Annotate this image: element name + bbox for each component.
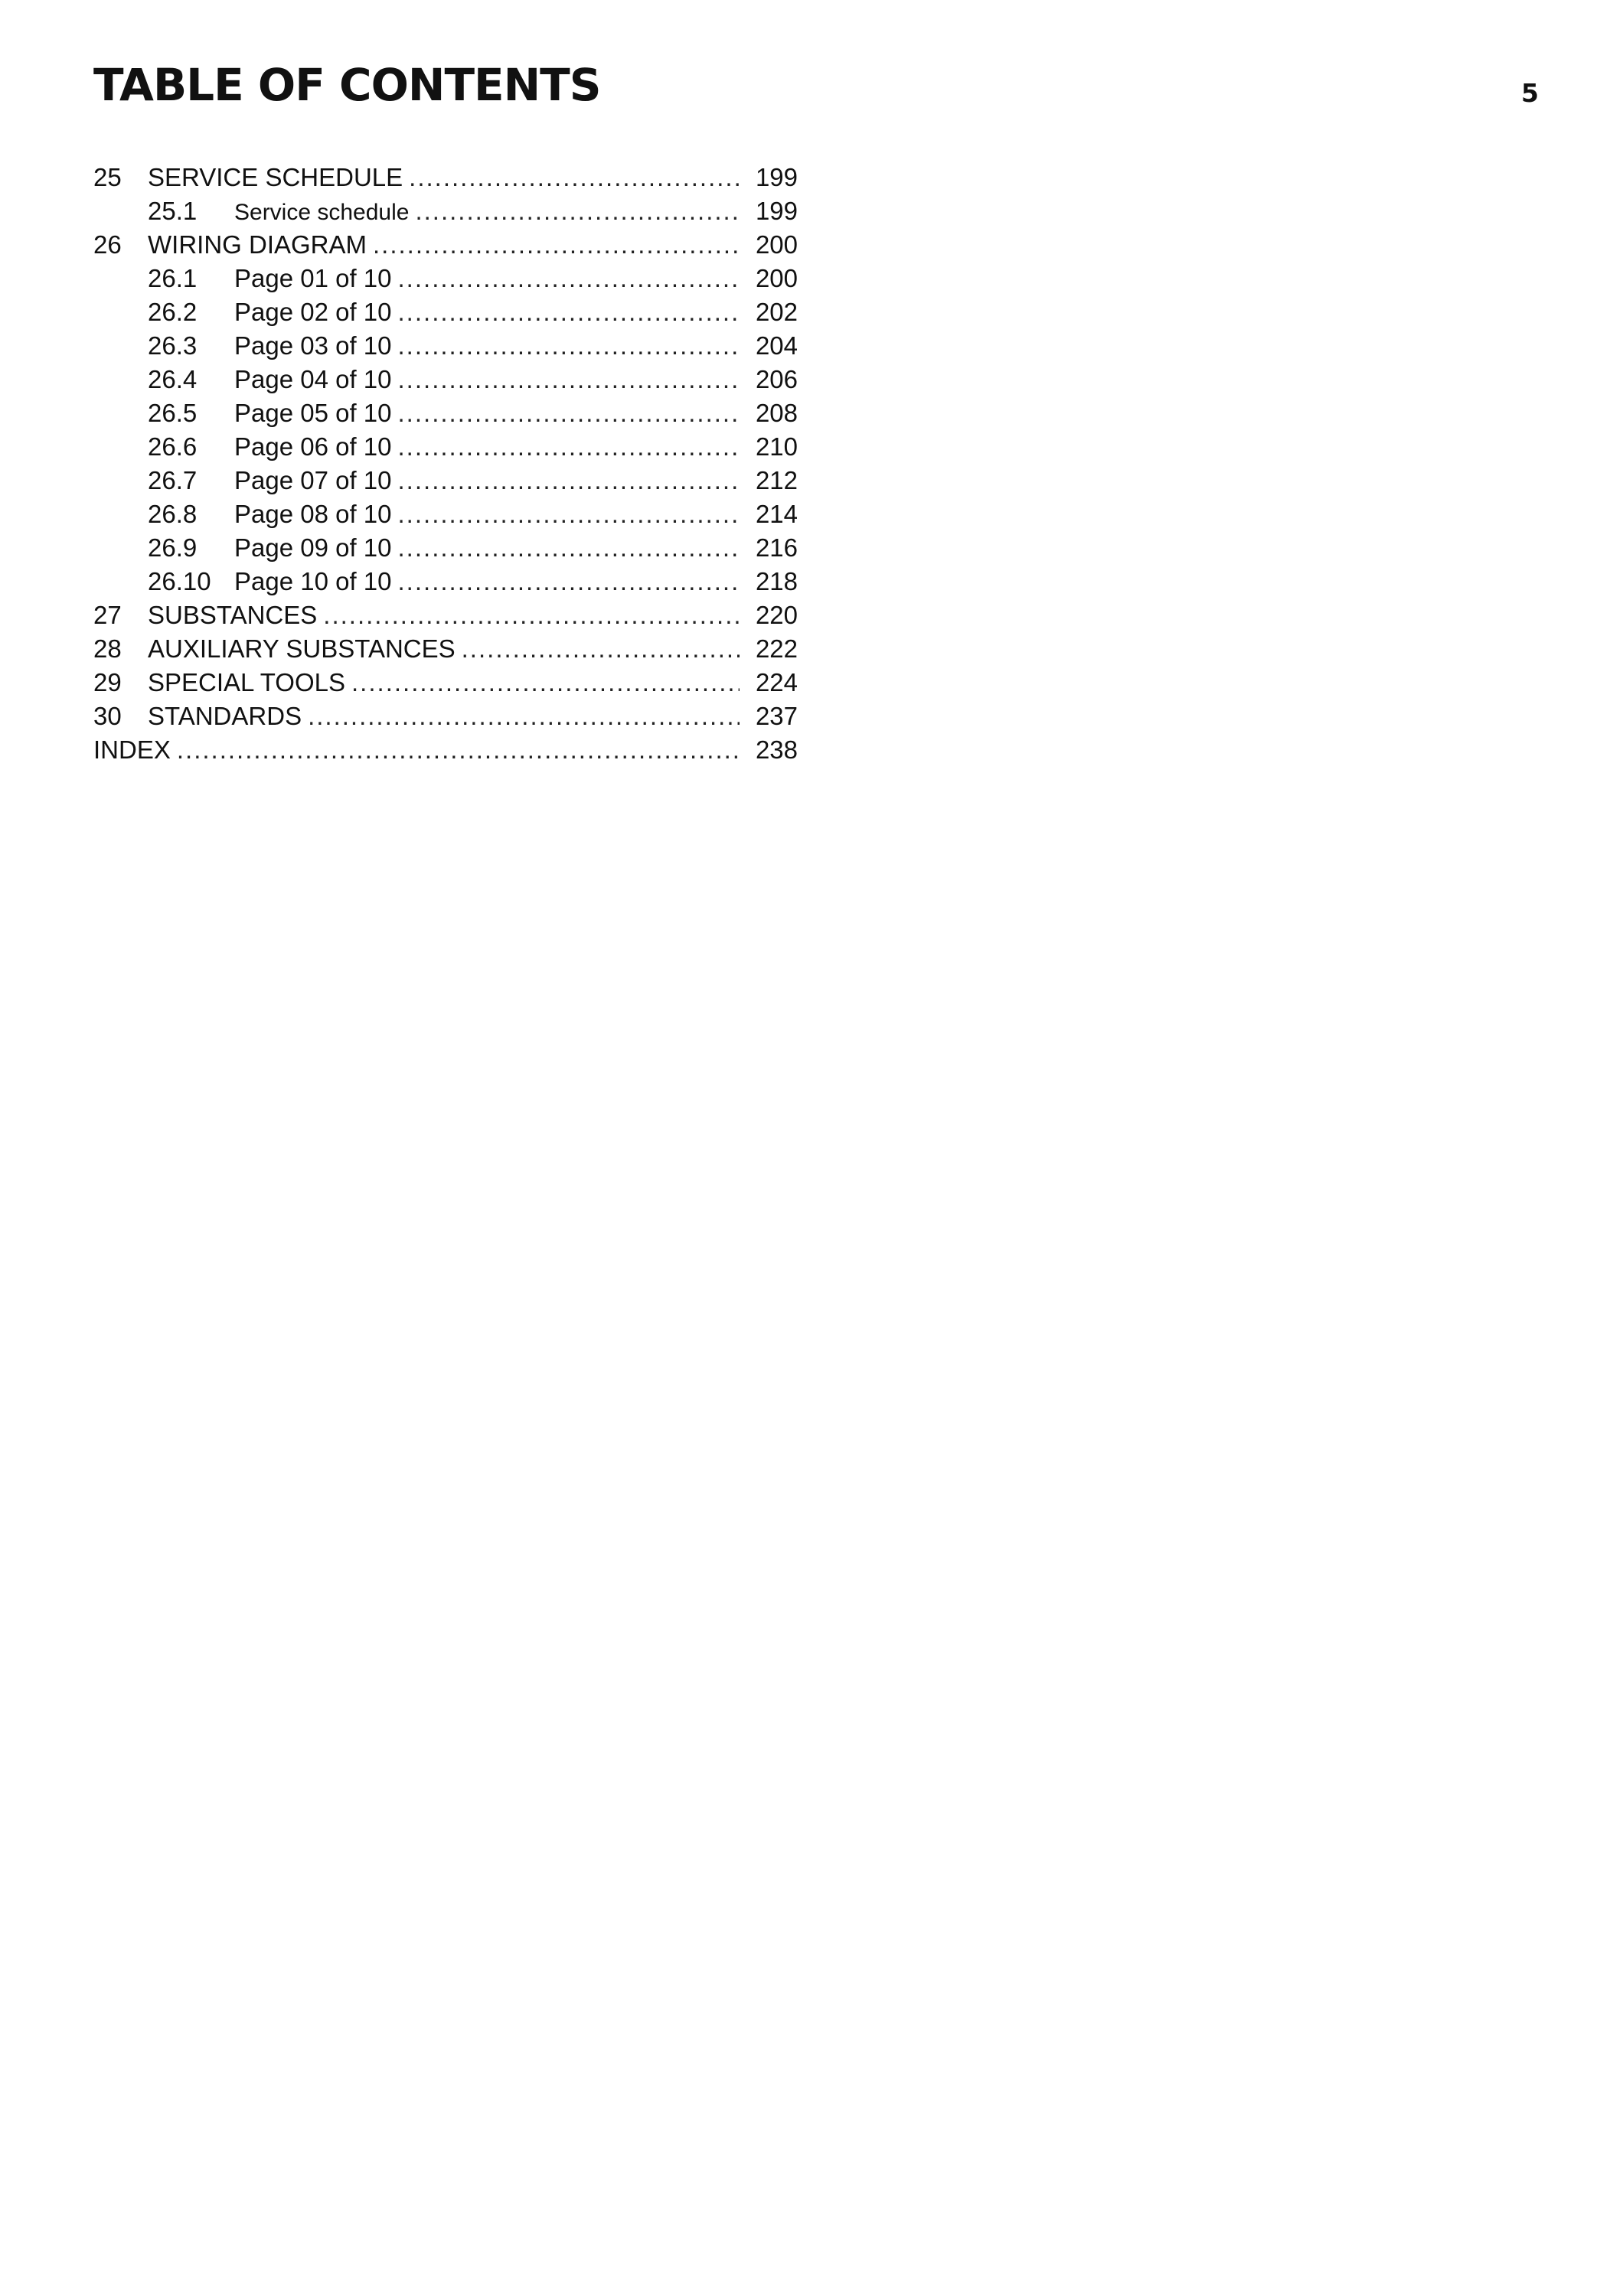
toc-entry-page: 220 — [755, 601, 798, 629]
toc-entry-page: 212 — [755, 466, 798, 494]
toc-entry-page: 210 — [755, 432, 798, 461]
toc-entry-title: SERVICE SCHEDULE — [148, 163, 403, 191]
toc-dot-leader — [398, 464, 740, 497]
toc-entry-wiring-page-05[interactable] — [93, 396, 798, 430]
toc-entry-title: Page 03 of 10 — [234, 331, 392, 360]
toc-entry-wiring-page-01[interactable] — [93, 262, 798, 295]
toc-dot-leader — [398, 565, 740, 598]
toc-entry-title: AUXILIARY SUBSTANCES — [148, 634, 456, 663]
toc-entry-title: Page 05 of 10 — [234, 399, 392, 427]
toc-entry-number: 26.3 — [148, 331, 198, 360]
toc-entry-number: 25 — [93, 163, 122, 191]
toc-entry-number: 26.7 — [148, 466, 198, 494]
toc-entry-number: 27 — [93, 601, 122, 629]
toc-dot-leader — [398, 396, 740, 430]
toc-entry-wiring-page-10[interactable] — [93, 565, 798, 598]
toc-entry-wiring-page-07[interactable] — [93, 464, 798, 497]
toc-entry-title: Service schedule — [234, 200, 410, 225]
toc-entry-number: 26.2 — [148, 298, 198, 326]
toc-entry-title: Page 06 of 10 — [234, 432, 392, 461]
toc-entry-service-schedule-sub[interactable] — [93, 194, 798, 228]
toc-entry-substances[interactable] — [93, 598, 798, 632]
toc-dot-leader — [308, 700, 740, 733]
toc-entry-page: 199 — [755, 197, 798, 225]
toc-entry-index[interactable] — [93, 733, 798, 767]
toc-entry-service-schedule[interactable] — [93, 161, 798, 194]
toc-entry-page: 216 — [755, 533, 798, 562]
toc-dot-leader — [177, 733, 740, 767]
toc-entry-page: 218 — [755, 567, 798, 595]
toc-entry-number: 26.5 — [148, 399, 198, 427]
toc-dot-leader — [398, 363, 740, 396]
toc-dot-leader — [462, 632, 740, 666]
toc-entry-number: 26.9 — [148, 533, 198, 562]
toc-entry-number: 25.1 — [148, 197, 198, 225]
toc-entry-title: Page 09 of 10 — [234, 533, 392, 562]
toc-dot-leader — [409, 161, 740, 194]
toc-entry-wiring-page-04[interactable] — [93, 363, 798, 396]
toc-entry-page: 222 — [755, 634, 798, 663]
page-number: 5 — [1521, 78, 1539, 108]
toc-entry-number: 26.4 — [148, 365, 198, 393]
toc-entry-number: 26.6 — [148, 432, 198, 461]
toc-entry-title: STANDARDS — [148, 702, 302, 730]
toc-entry-number: 28 — [93, 634, 122, 663]
toc-dot-leader — [398, 262, 740, 295]
toc-entry-wiring-page-02[interactable] — [93, 295, 798, 329]
toc-entry-number: 29 — [93, 668, 122, 696]
toc-dot-leader — [398, 295, 740, 329]
toc-entry-page: 214 — [755, 500, 798, 528]
toc-entry-title: SUBSTANCES — [148, 601, 318, 629]
toc-entry-title: Page 07 of 10 — [234, 466, 392, 494]
toc-entry-page: 224 — [755, 668, 798, 696]
toc-dot-leader — [351, 666, 740, 700]
toc-entry-page: 208 — [755, 399, 798, 427]
toc-entry-page: 204 — [755, 331, 798, 360]
table-of-contents — [93, 161, 798, 767]
toc-entry-number: 26.8 — [148, 500, 198, 528]
toc-entry-wiring-diagram[interactable] — [93, 228, 798, 262]
toc-dot-leader — [415, 194, 740, 228]
toc-entry-title: Page 10 of 10 — [234, 567, 392, 595]
toc-entry-number: 30 — [93, 702, 122, 730]
toc-entry-page: 237 — [755, 702, 798, 730]
toc-entry-page: 206 — [755, 365, 798, 393]
toc-entry-page: 199 — [755, 163, 798, 191]
toc-entry-standards[interactable] — [93, 700, 798, 733]
toc-entry-wiring-page-06[interactable] — [93, 430, 798, 464]
toc-dot-leader — [398, 329, 740, 363]
toc-entry-title: INDEX — [93, 735, 171, 764]
toc-entry-page: 200 — [755, 230, 798, 259]
toc-entry-wiring-page-03[interactable] — [93, 329, 798, 363]
page-title: TABLE OF CONTENTS — [93, 59, 601, 111]
toc-entry-wiring-page-08[interactable] — [93, 497, 798, 531]
toc-entry-number: 26 — [93, 230, 122, 259]
toc-entry-auxiliary-substances[interactable] — [93, 632, 798, 666]
toc-entry-title: Page 02 of 10 — [234, 298, 392, 326]
toc-entry-title: Page 04 of 10 — [234, 365, 392, 393]
toc-entry-page: 238 — [755, 735, 798, 764]
toc-entry-special-tools[interactable] — [93, 666, 798, 700]
toc-dot-leader — [398, 531, 740, 565]
toc-entry-wiring-page-09[interactable] — [93, 531, 798, 565]
toc-entry-page: 202 — [755, 298, 798, 326]
toc-dot-leader — [373, 228, 740, 262]
toc-dot-leader — [398, 497, 740, 531]
toc-entry-number: 26.10 — [148, 567, 211, 595]
toc-entry-title: Page 08 of 10 — [234, 500, 392, 528]
toc-entry-title: WIRING DIAGRAM — [148, 230, 367, 259]
toc-entry-number: 26.1 — [148, 264, 198, 292]
toc-entry-title: Page 01 of 10 — [234, 264, 392, 292]
toc-dot-leader — [323, 598, 740, 632]
toc-entry-page: 200 — [755, 264, 798, 292]
toc-entry-title: SPECIAL TOOLS — [148, 668, 346, 696]
toc-dot-leader — [398, 430, 740, 464]
